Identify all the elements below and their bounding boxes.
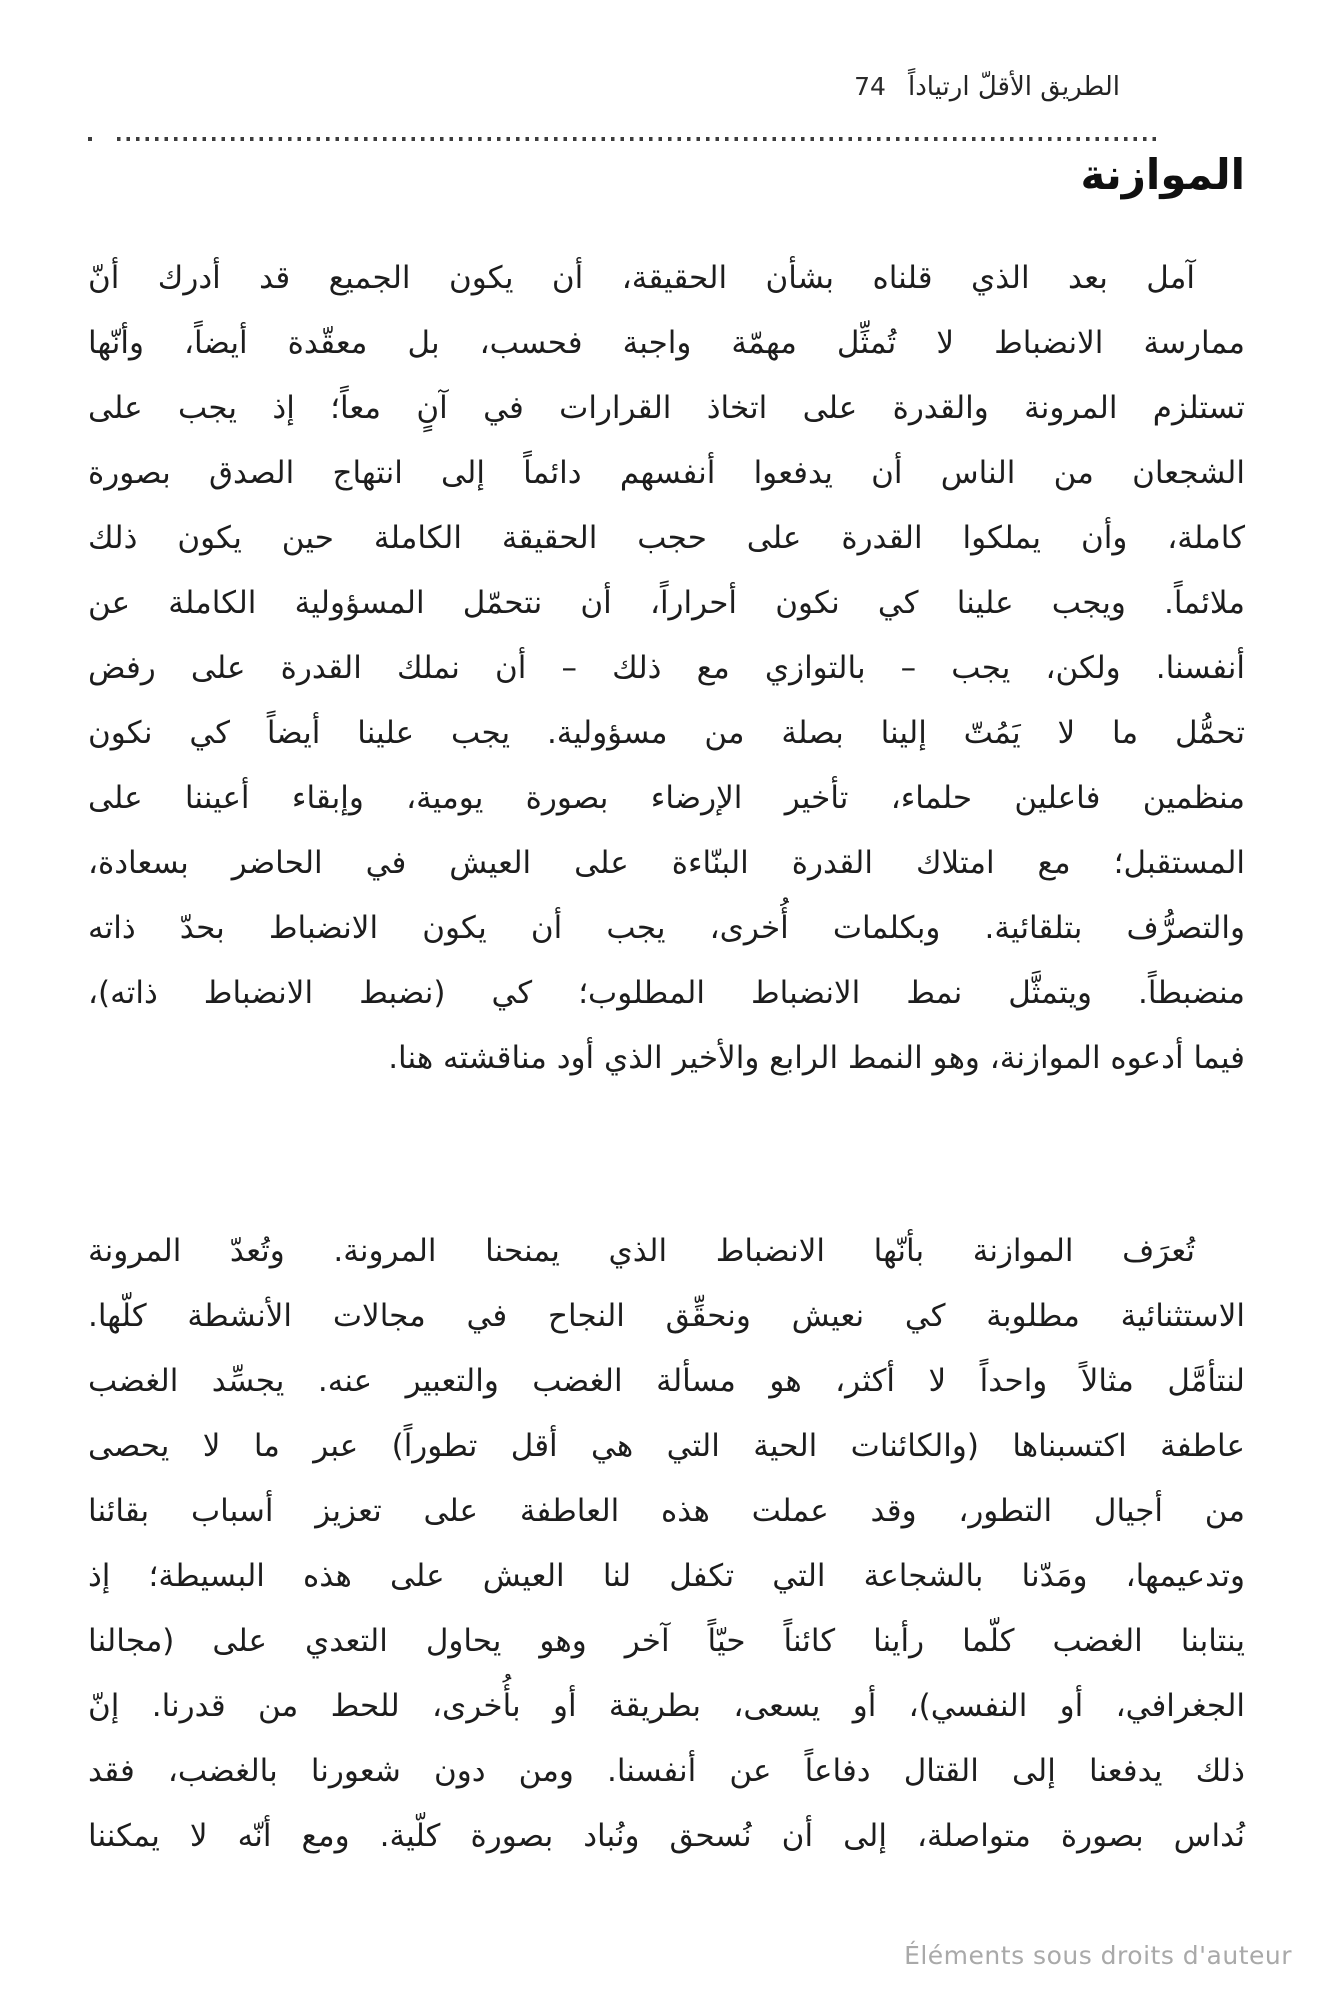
text-line: الجغرافي، أو النفسي)، أو يسعى، بطريقة أو بأُخرى، للحط من قدرنا. إنّ — [88, 1688, 1245, 1724]
page-number: 74 — [854, 72, 886, 101]
text-line: الاستثنائية مطلوبة كي نعيش ونحقِّق النجاح في مجالات الأنشطة كلّها. — [88, 1298, 1245, 1334]
text-line: ملائماً. ويجب علينا كي نكون أحراراً، أن نتحمّل المسؤولية الكاملة عن — [88, 585, 1245, 621]
text-line: تحمُّل ما لا يَمُتّ إلينا بصلة من مسؤولية. يجب علينا أيضاً كي نكون — [88, 715, 1245, 751]
text-line: أنفسنا. ولكن، يجب – بالتوازي مع ذلك – أن نملك القدرة على رفض — [88, 650, 1245, 686]
text-line: كاملة، وأن يملكوا القدرة على حجب الحقيقة الكاملة حين يكون ذلك — [88, 520, 1245, 556]
text-line: ذلك يدفعنا إلى القتال دفاعاً عن أنفسنا. ومن دون شعورنا بالغضب، فقد — [88, 1753, 1245, 1789]
text-line: والتصرُّف بتلقائية. وبكلمات أُخرى، يجب أن يكون الانضباط بحدّ ذاته — [88, 910, 1245, 946]
text-line: منظمين فاعلين حلماء، تأخير الإرضاء بصورة يومية، وإبقاء أعيننا على — [88, 780, 1245, 816]
text-line: المستقبل؛ مع امتلاك القدرة البنّاءة على العيش في الحاضر بسعادة، — [88, 845, 1245, 881]
paragraph — [88, 246, 1245, 1091]
text-line: الشجعان من الناس أن يدفعوا أنفسهم دائماً إلى انتهاج الصدق بصورة — [88, 455, 1245, 491]
running-header — [854, 70, 1120, 104]
body-text — [88, 246, 1245, 1869]
text-line: عاطفة اكتسبناها (والكائنات الحية التي هي أقل تطوراً) عبر ما لا يحصى — [88, 1428, 1245, 1464]
copyright-notice: Éléments sous droits d'auteur — [904, 1941, 1292, 1970]
text-line: ممارسة الانضباط لا تُمثِّل مهمّة واجبة فحسب، بل معقّدة أيضاً، وأنّها — [88, 325, 1245, 361]
header-dotted-rule — [116, 137, 1156, 141]
text-line: تُعرَف الموازنة بأنّها الانضباط الذي يمنحنا المرونة. وتُعدّ المرونة — [88, 1233, 1195, 1269]
text-line: فيما أدعوه الموازنة، وهو النمط الرابع والأخير الذي أود مناقشته هنا. — [388, 1040, 1245, 1076]
book-title: الطريق الأقلّ ارتياداً — [907, 72, 1120, 102]
text-line: لنتأمَّل مثالاً واحداً لا أكثر، هو مسألة الغضب والتعبير عنه. يجسِّد الغضب — [88, 1363, 1245, 1399]
text-line: منضبطاً. ويتمثَّل نمط الانضباط المطلوب؛ كي (نضبط الانضباط ذاته)، — [88, 975, 1245, 1011]
paragraph — [88, 1219, 1245, 1869]
text-line: نُداس بصورة متواصلة، إلى أن نُسحق ونُباد بصورة كلّية. ومع أنّه لا يمكننا — [88, 1818, 1245, 1854]
text-line: وتدعيمها، ومَدّنا بالشجاعة التي تكفل لنا العيش على هذه البسيطة؛ إذ — [88, 1558, 1245, 1594]
section-heading: الموازنة — [1080, 150, 1245, 199]
text-line: ينتابنا الغضب كلّما رأينا كائناً حيّاً آخر وهو يحاول التعدي على (مجالنا — [88, 1623, 1245, 1659]
text-line: آمل بعد الذي قلناه بشأن الحقيقة، أن يكون الجميع قد أدرك أنّ — [88, 260, 1195, 296]
text-line: تستلزم المرونة والقدرة على اتخاذ القرارات في آنٍ معاً؛ إذ يجب على — [88, 390, 1245, 426]
text-line: من أجيال التطور، وقد عملت هذه العاطفة على تعزيز أسباب بقائنا — [88, 1493, 1245, 1529]
header-rule-lead-dot — [88, 137, 92, 141]
